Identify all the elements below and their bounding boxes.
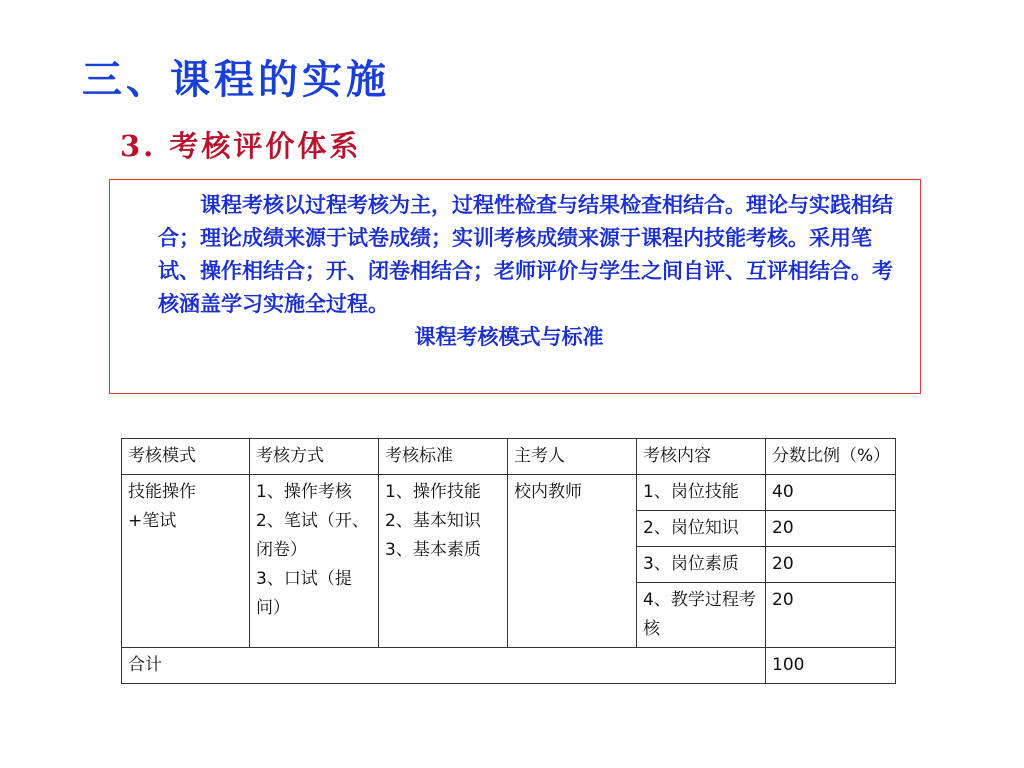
header-cell: 考核模式	[122, 439, 250, 475]
header-cell: 考核标准	[379, 439, 508, 475]
ratio-cell: 20	[766, 547, 896, 583]
content-cell: 2、岗位知识	[637, 511, 766, 547]
content-cell: 3、岗位素质	[637, 547, 766, 583]
page-title: 三、课程的实施	[82, 56, 390, 103]
header-cell: 主考人	[508, 439, 637, 475]
ratio-cell: 20	[766, 511, 896, 547]
standard-cell: 1、操作技能 2、基本知识 3、基本素质	[379, 475, 508, 648]
content-cell: 4、教学过程考核	[637, 583, 766, 648]
content-cell: 1、岗位技能	[637, 475, 766, 511]
total-value: 100	[766, 648, 896, 684]
section-subtitle: 3. 考核评价体系	[120, 129, 362, 163]
mode-cell: 技能操作 +笔试	[122, 475, 250, 648]
total-row	[122, 648, 896, 684]
header-cell: 分数比例（%）	[766, 439, 896, 475]
table-header-row	[122, 439, 896, 475]
ratio-cell: 20	[766, 583, 896, 648]
assessment-table	[121, 438, 896, 684]
header-cell: 考核方式	[250, 439, 379, 475]
table-row	[122, 475, 896, 511]
table-caption: 课程考核模式与标准	[414, 324, 604, 349]
ratio-cell: 40	[766, 475, 896, 511]
description-paragraph: 课程考核以过程考核为主，过程性检查与结果检查相结合。理论与实践相结合；理论成绩来源于试卷成绩；实训考核成绩来源于课程内技能考核。采用笔试、操作相结合；开、闭卷相结合；老师评价与学生之间自评、互评相结合。考核涵盖学习实施全过程。	[158, 192, 893, 316]
total-label: 合计	[122, 648, 766, 684]
examiner-cell: 校内教师	[508, 475, 637, 648]
description-box	[109, 179, 921, 394]
header-cell: 考核内容	[637, 439, 766, 475]
method-cell: 1、操作考核 2、笔试（开、闭卷） 3、口试（提问）	[250, 475, 379, 648]
